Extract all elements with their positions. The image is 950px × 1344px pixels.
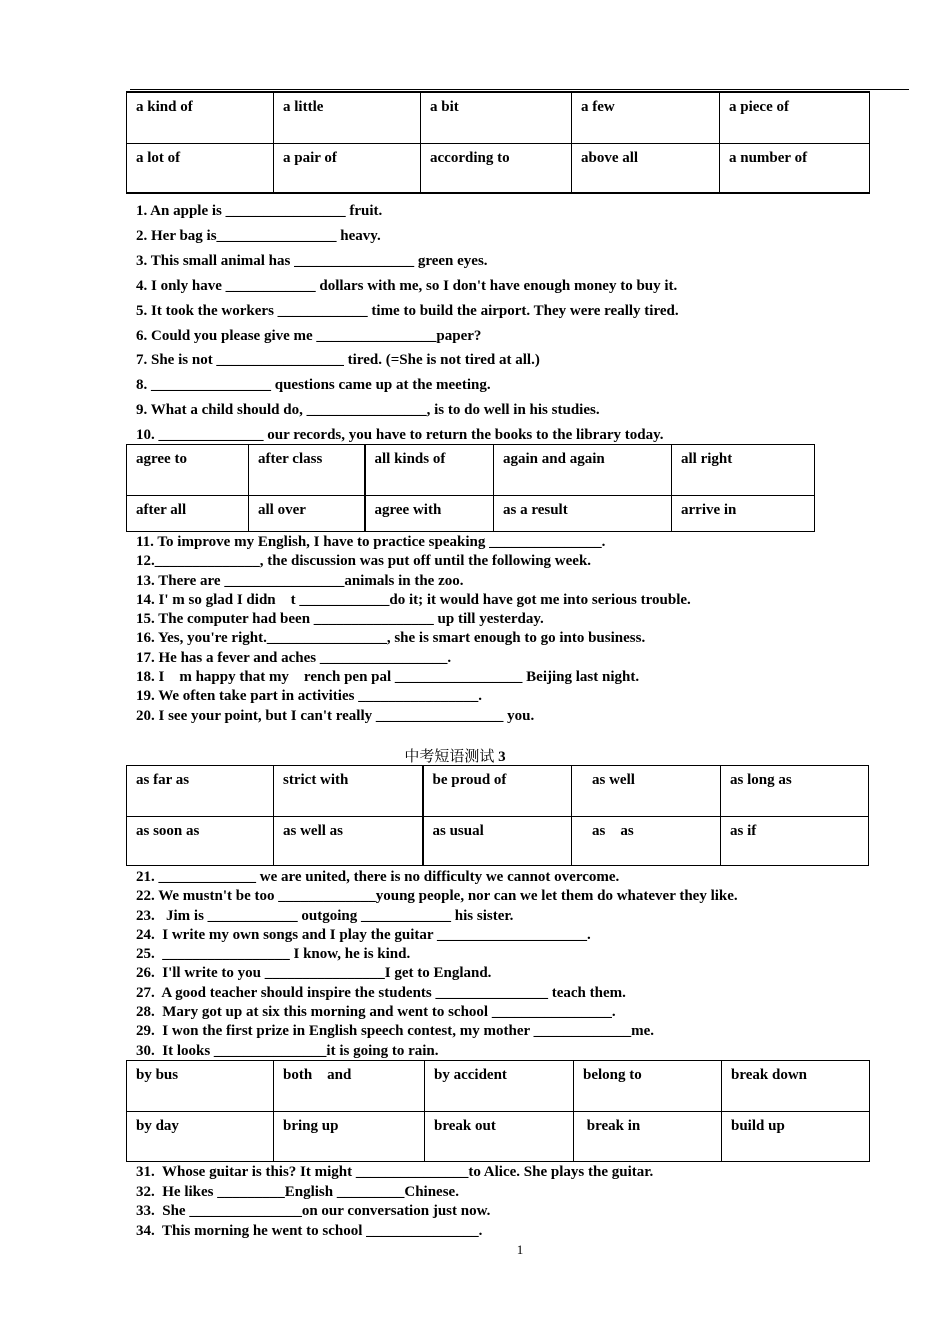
exercise-line: 34. This morning he went to school _______________. bbox=[136, 1222, 483, 1239]
exercise-line: 9. What a child should do, ________________, is to do well in his studies. bbox=[136, 402, 600, 419]
exercise-line: 13. There are ________________animals in the zoo. bbox=[136, 572, 464, 589]
exercise-line: 26. I'll write to you ________________I get to England. bbox=[136, 965, 492, 982]
phrase-table-4 bbox=[126, 1060, 870, 1162]
exercise-line: 28. Mary got up at six this morning and went to school ________________. bbox=[136, 1004, 616, 1021]
phrase-cell: strict with bbox=[274, 766, 423, 817]
phrase-cell: all right bbox=[672, 445, 815, 496]
phrase-cell: a bit bbox=[421, 92, 572, 143]
phrase-cell: bring up bbox=[274, 1112, 425, 1162]
phrase-table-2 bbox=[126, 444, 815, 532]
phrase-cell: as if bbox=[721, 817, 869, 866]
exercise-line: 21. _____________ we are united, there is no difficulty we cannot overcome. bbox=[136, 869, 620, 885]
exercise-line: 32. He likes _________English _________Chinese. bbox=[136, 1183, 459, 1200]
phrase-cell: as as bbox=[572, 817, 721, 866]
exercise-line: 16. Yes, you're right.________________, she is smart enough to go into business. bbox=[136, 630, 646, 647]
exercise-line: 8. ________________ questions came up at the meeting. bbox=[136, 377, 491, 394]
exercise-list-1 bbox=[136, 199, 679, 448]
exercise-line: 29. I won the first prize in English speech contest, my mother _____________me. bbox=[136, 1023, 655, 1040]
header-rule bbox=[130, 89, 909, 90]
phrase-cell: a number of bbox=[720, 143, 870, 193]
phrase-cell: a kind of bbox=[127, 92, 274, 143]
phrase-cell: be proud of bbox=[423, 766, 572, 817]
exercise-line: 18. I m happy that my rench pen pal _________________ Beijing last night. bbox=[136, 669, 640, 686]
phrase-cell: agree to bbox=[127, 445, 249, 496]
heading-text: 中考短语测试 bbox=[404, 749, 495, 765]
exercise-line: 22. We mustn't be too _____________young people, nor can we let them do whatever they like. bbox=[136, 888, 738, 905]
exercise-line: 7. She is not _________________ tired. (=She is not tired at all.) bbox=[136, 352, 540, 369]
page-number: 1 bbox=[516, 1242, 524, 1257]
exercise-line: 25. _________________ I know, he is kind. bbox=[136, 946, 411, 963]
phrase-cell: break out bbox=[425, 1112, 574, 1162]
phrase-cell: both and bbox=[274, 1061, 425, 1112]
phrase-cell: as a result bbox=[494, 496, 672, 532]
exercise-line: 14. I' m so glad I didn t ____________do it; it would have got me into serious trouble. bbox=[136, 591, 691, 608]
exercise-line: 33. She _______________on our conversation just now. bbox=[136, 1203, 491, 1219]
phrase-cell: a pair of bbox=[274, 143, 421, 193]
exercise-line: 6. Could you please give me ________________paper? bbox=[136, 327, 482, 344]
exercise-line: 30. It looks _______________it is going to rain. bbox=[136, 1042, 439, 1059]
phrase-cell: arrive in bbox=[672, 496, 815, 532]
phrase-cell: as long as bbox=[721, 766, 869, 817]
exercise-line: 20. I see your point, but I can't really _________________ you. bbox=[136, 707, 535, 724]
phrase-table-1 bbox=[126, 91, 870, 194]
exercise-line: 15. The computer had been ________________ up till yesterday. bbox=[136, 611, 544, 628]
phrase-cell: break in bbox=[574, 1112, 722, 1162]
phrase-cell: by bus bbox=[127, 1061, 274, 1112]
phrase-cell: a little bbox=[274, 92, 421, 143]
phrase-cell: as well bbox=[572, 766, 721, 817]
phrase-cell: as usual bbox=[423, 817, 572, 866]
phrase-cell: as far as bbox=[127, 766, 274, 817]
phrase-cell: break down bbox=[722, 1061, 870, 1112]
section-heading bbox=[0, 745, 910, 766]
exercise-line: 12.______________, the discussion was put off until the following week. bbox=[136, 553, 592, 570]
phrase-cell: by accident bbox=[425, 1061, 574, 1112]
phrase-cell: as soon as bbox=[127, 817, 274, 866]
exercise-line: 10. ______________ our records, you have to return the books to the library today. bbox=[136, 427, 664, 444]
phrase-cell: again and again bbox=[494, 445, 672, 496]
exercise-line: 31. Whose guitar is this? It might _______________to Alice. She plays the guitar. bbox=[136, 1164, 654, 1180]
phrase-cell: a lot of bbox=[127, 143, 274, 193]
phrase-table-3 bbox=[126, 765, 869, 866]
phrase-cell: as well as bbox=[274, 817, 423, 866]
exercise-line: 24. I write my own songs and I play the guitar ____________________. bbox=[136, 926, 591, 943]
phrase-cell: after all bbox=[127, 496, 249, 532]
exercise-line: 27. A good teacher should inspire the students _______________ teach them. bbox=[136, 984, 626, 1001]
exercise-list-3 bbox=[136, 868, 738, 1061]
phrase-cell: all kinds of bbox=[365, 445, 494, 496]
phrase-cell: all over bbox=[249, 496, 365, 532]
exercise-line: 3. This small animal has ________________ green eyes. bbox=[136, 252, 488, 269]
phrase-cell: above all bbox=[572, 143, 720, 193]
exercise-line: 4. I only have ____________ dollars with me, so I don't have enough money to buy it. bbox=[136, 277, 678, 294]
phrase-cell: build up bbox=[722, 1112, 870, 1162]
phrase-cell: agree with bbox=[365, 496, 494, 532]
phrase-cell: a piece of bbox=[720, 92, 870, 143]
phrase-cell: by day bbox=[127, 1112, 274, 1162]
phrase-cell: according to bbox=[421, 143, 572, 193]
phrase-cell: after class bbox=[249, 445, 365, 496]
exercise-line: 19. We often take part in activities ________________. bbox=[136, 688, 482, 705]
exercise-line: 23. Jim is ____________ outgoing ____________ his sister. bbox=[136, 907, 514, 924]
exercise-line: 1. An apple is ________________ fruit. bbox=[136, 203, 383, 219]
exercise-list-4 bbox=[136, 1163, 653, 1241]
phrase-cell: belong to bbox=[574, 1061, 722, 1112]
heading-number: 3 bbox=[498, 749, 506, 765]
exercise-line: 11. To improve my English, I have to practice speaking _______________. bbox=[136, 534, 606, 550]
exercise-line: 17. He has a fever and aches _________________. bbox=[136, 649, 452, 666]
exercise-line: 2. Her bag is________________ heavy. bbox=[136, 227, 381, 244]
exercise-list-2 bbox=[136, 533, 691, 726]
exercise-line: 5. It took the workers ____________ time to build the airport. They were really tired. bbox=[136, 302, 679, 319]
phrase-cell: a few bbox=[572, 92, 720, 143]
